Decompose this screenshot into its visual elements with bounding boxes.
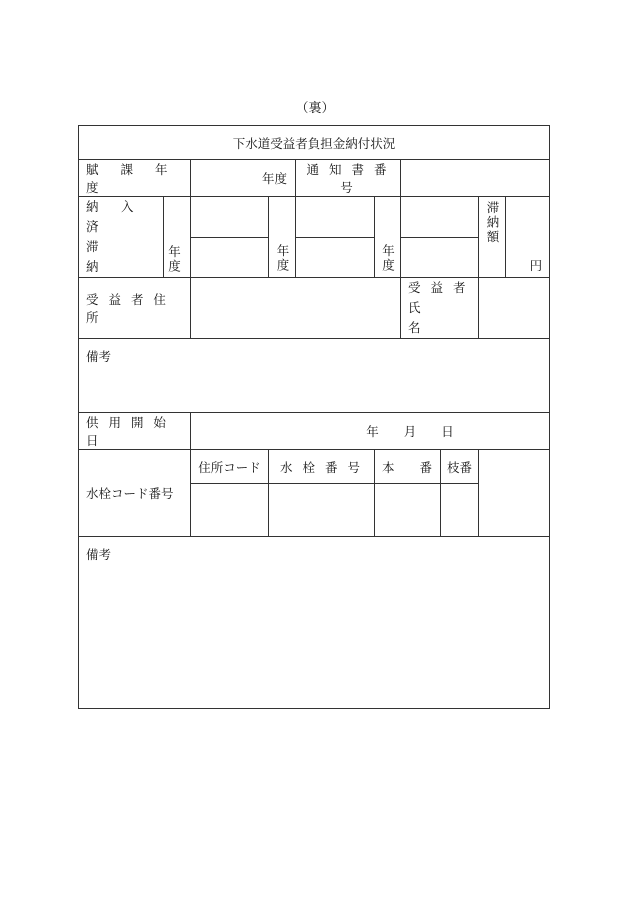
paid-amount-3[interactable] — [401, 197, 479, 238]
year-unit-2: 年度 — [269, 197, 296, 278]
page-heading: （裏） — [295, 101, 335, 116]
main-number-field[interactable] — [375, 484, 441, 537]
service-start-date-text: 年 月 日 — [366, 424, 454, 439]
overdue-amount-label: 滞納額 — [479, 197, 506, 278]
paid-label: 納 入 済 — [86, 199, 157, 234]
memo-1[interactable] — [79, 339, 550, 413]
hydrant-number-header: 水 栓 番 号 — [269, 450, 375, 484]
overdue-label: 滞 納 — [86, 239, 157, 274]
payment-status-form — [78, 125, 550, 709]
hydrant-extra-field[interactable] — [479, 450, 550, 537]
beneficiary-address-field[interactable] — [191, 278, 401, 339]
paid-amount-1[interactable] — [191, 197, 269, 238]
fiscal-year-unit: 年度 — [261, 171, 287, 186]
memo-2[interactable] — [79, 537, 550, 709]
memo-2-label: 備考 — [86, 547, 112, 562]
notice-number-field[interactable] — [401, 160, 550, 197]
payment-status-label — [79, 197, 164, 278]
beneficiary-name-label: 受 益 者 氏 名 — [401, 278, 479, 339]
overdue-amount-2[interactable] — [296, 237, 375, 278]
year-unit-1: 年度 — [164, 197, 191, 278]
main-number-header: 本 番 — [375, 450, 441, 484]
fiscal-year-field[interactable] — [191, 160, 296, 197]
beneficiary-name-field[interactable] — [479, 278, 550, 339]
fiscal-year-label: 賦 課 年 度 — [79, 160, 191, 197]
beneficiary-address-label: 受 益 者 住 所 — [79, 278, 191, 339]
overdue-amount-3[interactable] — [401, 237, 479, 278]
yen-unit: 円 — [529, 258, 543, 273]
memo-1-label: 備考 — [86, 349, 112, 364]
overdue-amount-1[interactable] — [191, 237, 269, 278]
branch-number-field[interactable] — [441, 484, 479, 537]
service-start-date-field[interactable] — [191, 413, 550, 450]
address-code-header: 住所コード — [191, 450, 269, 484]
year-unit-3: 年度 — [375, 197, 401, 278]
paid-amount-2[interactable] — [296, 197, 375, 238]
overdue-amount-field[interactable] — [506, 197, 550, 278]
hydrant-number-field[interactable] — [269, 484, 375, 537]
branch-number-header: 枝番 — [441, 450, 479, 484]
service-start-label: 供 用 開 始 日 — [79, 413, 191, 450]
notice-number-label: 通 知 書 番 号 — [296, 160, 401, 197]
form-title: 下水道受益者負担金納付状況 — [79, 126, 550, 160]
address-code-field[interactable] — [191, 484, 269, 537]
hydrant-code-label: 水栓コード番号 — [79, 450, 191, 537]
